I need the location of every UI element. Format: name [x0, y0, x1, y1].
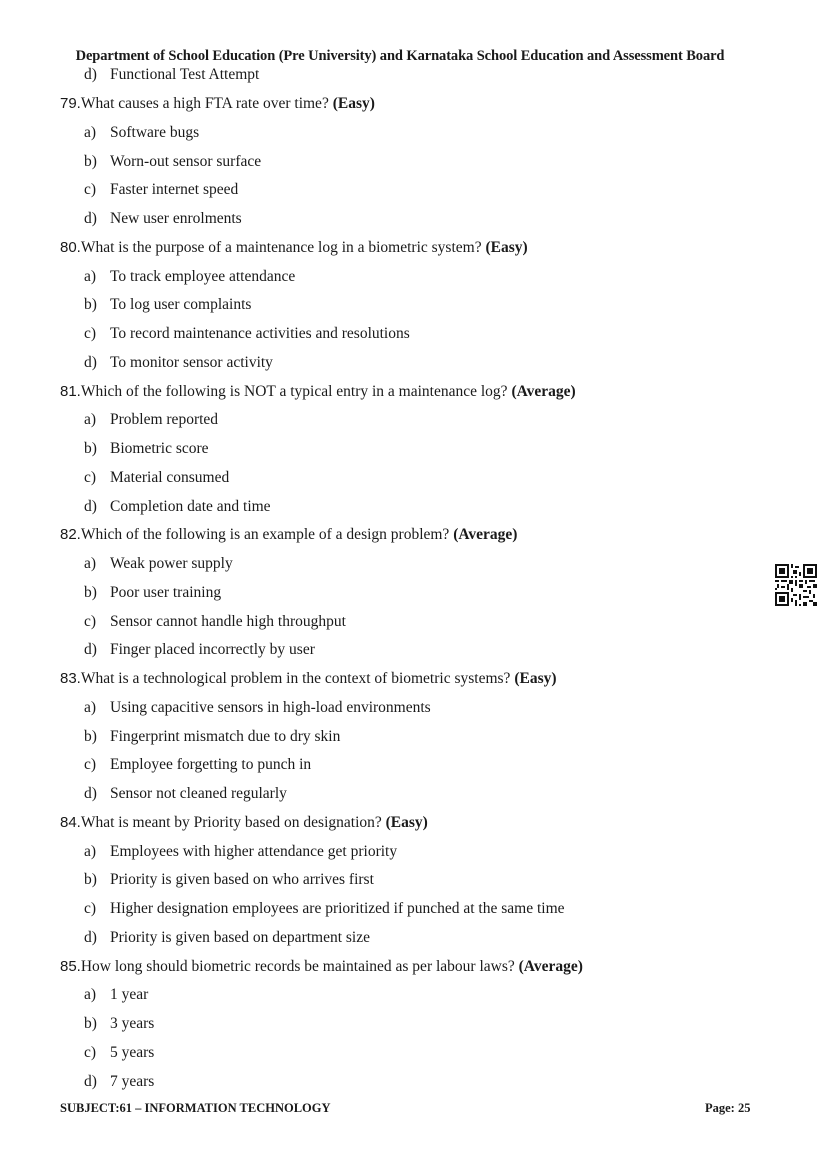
option-text: Worn-out sensor surface	[110, 152, 262, 170]
answer-option	[84, 353, 273, 373]
option-letter: b)	[84, 1015, 97, 1032]
option-text: Sensor cannot handle high throughput	[110, 612, 346, 630]
question-text: What causes a high FTA rate over time?	[80, 95, 329, 112]
option-text: Finger placed incorrectly by user	[110, 641, 315, 659]
question-number: 80.	[60, 238, 81, 256]
difficulty-label: (Easy)	[385, 813, 428, 831]
answer-option	[84, 928, 370, 948]
carry-over-option	[84, 65, 259, 85]
answer-option	[84, 295, 251, 315]
answer-option	[84, 410, 218, 430]
answer-option	[84, 180, 238, 200]
option-letter: c)	[84, 756, 97, 774]
question-stem	[60, 238, 528, 258]
answer-option	[84, 698, 431, 718]
question-number: 81.	[60, 382, 81, 400]
page-header: Department of School Education (Pre University) and Karnataka School Education and Assessment Board	[75, 48, 725, 64]
answer-option	[84, 1014, 154, 1034]
question-number: 85.	[60, 957, 81, 975]
option-letter: d)	[84, 497, 97, 515]
difficulty-label: (Average)	[453, 526, 518, 544]
question-text: What is the purpose of a maintenance log in a biometric system?	[80, 238, 482, 256]
option-letter: b)	[84, 727, 97, 745]
question-text: What is a technological problem in the context of biometric systems?	[80, 670, 511, 687]
difficulty-label: (Easy)	[332, 95, 375, 112]
answer-option	[84, 870, 374, 890]
answer-option	[84, 468, 229, 488]
option-text: Software bugs	[110, 123, 200, 141]
answer-option	[84, 755, 311, 775]
option-letter: d)	[84, 785, 97, 802]
answer-option	[84, 727, 340, 747]
option-text: Weak power supply	[110, 555, 233, 572]
question-text: Which of the following is an example of a design problem?	[80, 526, 450, 544]
answer-option	[84, 554, 233, 574]
option-text: To track employee attendance	[110, 267, 296, 285]
option-letter: d)	[84, 1072, 97, 1090]
option-text: Priority is given based on department size	[110, 928, 370, 946]
option-letter: b)	[84, 440, 97, 457]
answer-option	[84, 123, 199, 143]
option-letter: d)	[84, 641, 97, 659]
answer-option	[84, 640, 315, 660]
option-text: New user enrolments	[110, 210, 242, 227]
option-letter: c)	[84, 468, 97, 486]
question-text: Which of the following is NOT a typical entry in a maintenance log?	[80, 382, 508, 400]
difficulty-label: (Average)	[518, 957, 583, 975]
answer-option	[84, 1072, 154, 1092]
qr-code-icon	[775, 564, 817, 606]
option-letter: a)	[84, 411, 97, 429]
difficulty-label: (Easy)	[514, 670, 557, 687]
answer-option	[84, 267, 295, 287]
difficulty-label: (Average)	[511, 382, 576, 400]
footer-subject: SUBJECT:61 – INFORMATION TECHNOLOGY	[60, 1101, 331, 1115]
answer-option	[84, 497, 271, 517]
question-stem	[60, 94, 375, 114]
option-text: To log user complaints	[110, 296, 252, 314]
question-stem	[60, 525, 517, 545]
option-letter: c)	[84, 325, 97, 342]
answer-option	[84, 439, 209, 459]
option-text: Using capacitive sensors in high-load environments	[110, 698, 431, 716]
option-letter: a)	[84, 123, 97, 141]
option-letter: c)	[84, 1043, 97, 1061]
answer-option	[84, 842, 397, 862]
option-text: Employees with higher attendance get priority	[110, 842, 398, 860]
option-text: Completion date and time	[110, 497, 271, 515]
answer-option	[84, 209, 242, 229]
option-letter: c)	[84, 612, 97, 630]
option-text: To monitor sensor activity	[110, 353, 273, 371]
option-letter: d)	[84, 210, 97, 227]
option-letter: a)	[84, 267, 97, 285]
option-letter: b)	[84, 296, 97, 314]
option-text: Higher designation employees are prioritized if punched at the same time	[110, 900, 565, 917]
option-text: Fingerprint mismatch due to dry skin	[110, 727, 341, 745]
option-text: Problem reported	[110, 411, 219, 429]
question-text: How long should biometric records be maintained as per labour laws?	[80, 957, 515, 975]
option-letter: b)	[84, 152, 97, 170]
answer-option	[84, 324, 410, 344]
option-text: 1 year	[110, 986, 149, 1004]
option-letter: a)	[84, 555, 97, 572]
option-letter: d)	[84, 353, 97, 371]
question-stem	[60, 813, 428, 833]
answer-option	[84, 985, 148, 1005]
footer-page-number: Page: 25	[705, 1101, 751, 1115]
option-text: Material consumed	[110, 468, 230, 486]
question-stem	[60, 669, 557, 689]
question-stem	[60, 382, 576, 402]
option-letter: a)	[84, 986, 97, 1004]
option-letter: a)	[84, 842, 97, 860]
answer-option	[84, 152, 261, 172]
option-letter: c)	[84, 181, 97, 199]
question-number: 79.	[60, 95, 81, 112]
option-letter: d)	[84, 928, 97, 946]
option-letter: b)	[84, 871, 97, 889]
answer-option	[84, 583, 221, 603]
answer-option	[84, 899, 565, 919]
answer-option	[84, 784, 287, 804]
question-number: 84.	[60, 813, 81, 831]
option-text: Biometric score	[110, 440, 209, 457]
answer-option	[84, 1043, 154, 1063]
difficulty-label: (Easy)	[485, 238, 528, 256]
option-text: Employee forgetting to punch in	[110, 756, 312, 774]
option-text: Faster internet speed	[110, 181, 239, 199]
option-text: Priority is given based on who arrives first	[110, 871, 374, 889]
option-text: 7 years	[110, 1072, 155, 1090]
option-letter: c)	[84, 900, 97, 917]
option-text: 5 years	[110, 1043, 155, 1061]
question-text: What is meant by Priority based on designation?	[80, 813, 382, 831]
answer-option	[84, 612, 346, 632]
question-stem	[60, 957, 583, 977]
option-text: Functional Test Attempt	[110, 66, 260, 83]
option-text: 3 years	[110, 1015, 155, 1032]
option-letter: d)	[84, 66, 97, 83]
option-letter: b)	[84, 583, 97, 601]
option-letter: a)	[84, 698, 97, 716]
question-number: 82.	[60, 526, 81, 544]
option-text: Poor user training	[110, 583, 222, 601]
option-text: To record maintenance activities and resolutions	[110, 325, 410, 342]
question-number: 83.	[60, 670, 81, 687]
option-text: Sensor not cleaned regularly	[110, 785, 287, 802]
